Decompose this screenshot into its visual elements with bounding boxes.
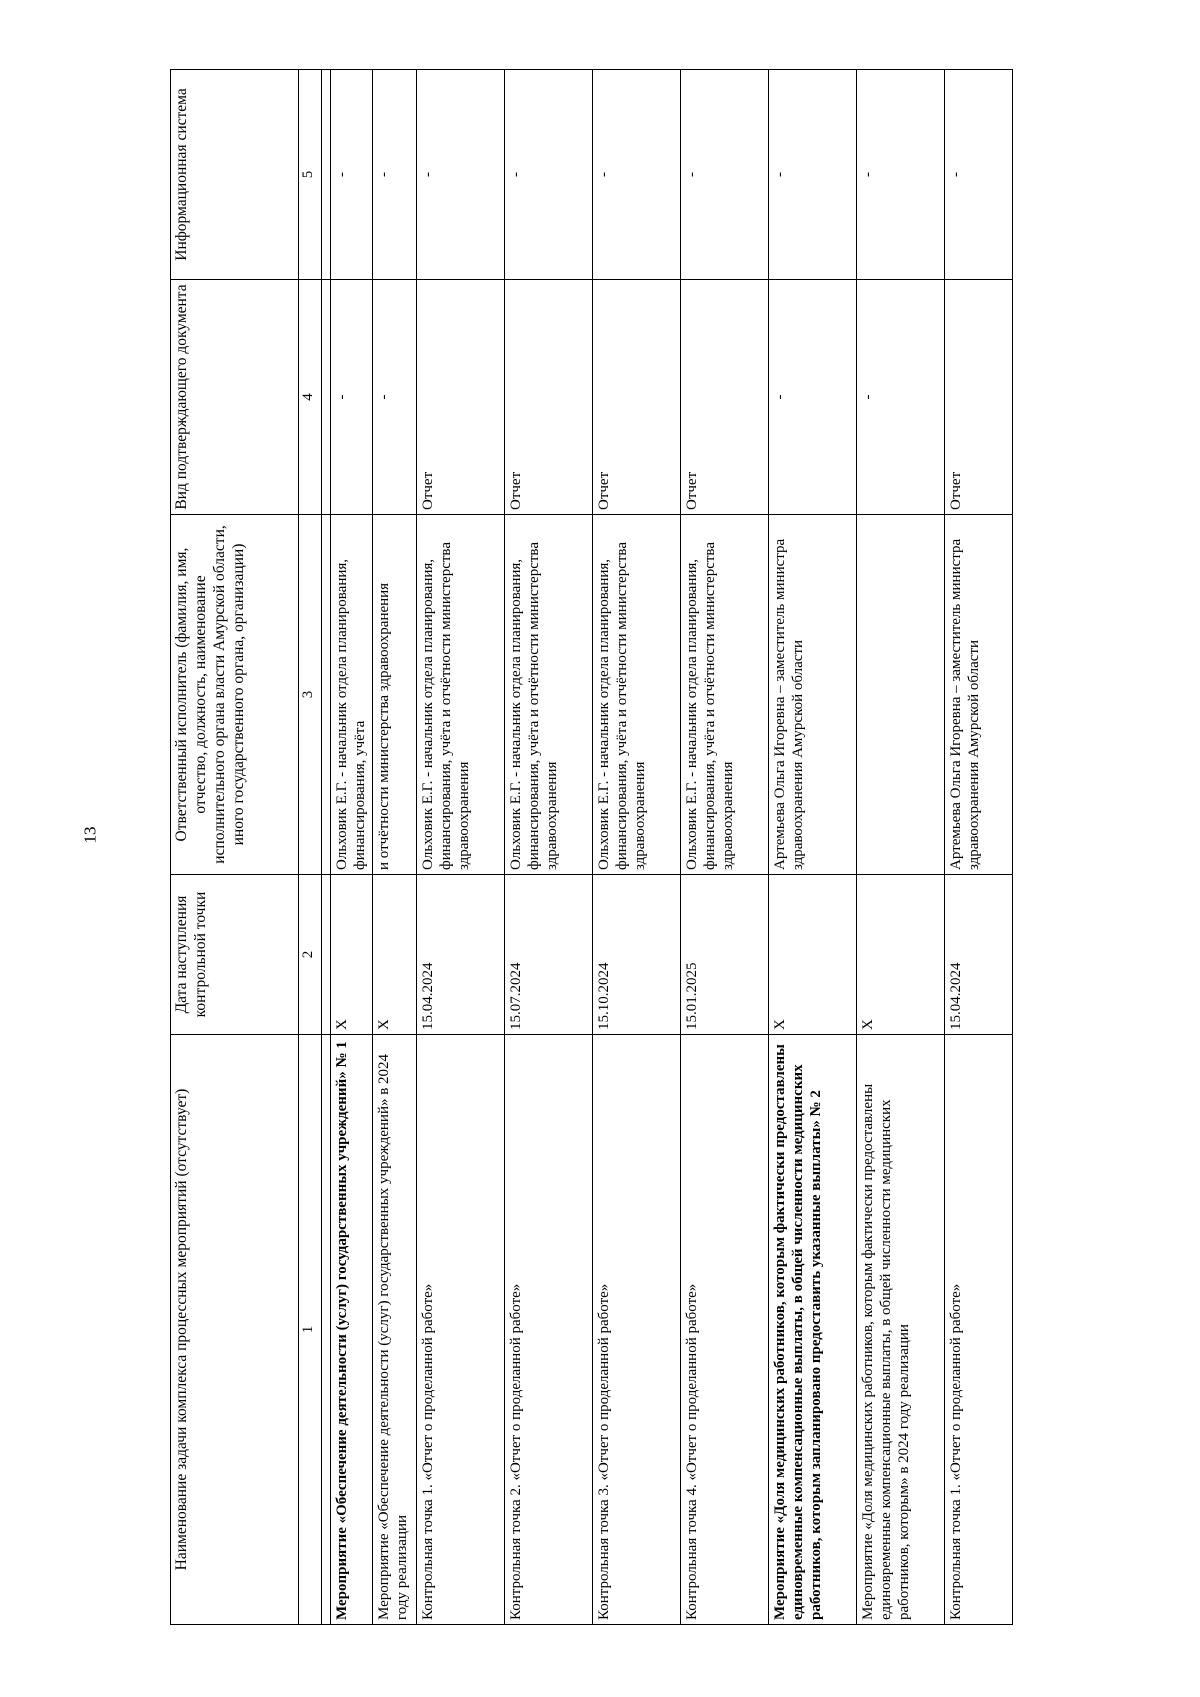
column-number: 1: [299, 1035, 322, 1625]
row-date: X: [331, 875, 373, 1035]
column-number-row: [299, 70, 322, 1625]
row-info-system: -: [416, 70, 504, 280]
row-name: Контрольная точка 1. «Отчет о проделанной работе»: [416, 1035, 504, 1625]
row-info-system: -: [944, 70, 1012, 280]
table-row: [504, 70, 592, 1625]
rotated-table-container: [170, 70, 1015, 1625]
row-name: Контрольная точка 3. «Отчет о проделанной работе»: [592, 1035, 680, 1625]
row-responsible: Ольховик Е.Г. - начальник отдела планирования, финансирования, учёта и отчётности министерства здравоохранения: [680, 515, 768, 875]
row-date: X: [372, 875, 416, 1035]
row-date: 15.04.2024: [944, 875, 1012, 1035]
row-info-system: -: [504, 70, 592, 280]
row-name: Мероприятие «Доля медицинских работников, которым фактически предоставлены единовременные компенсационные выплаты, в общей численности медицинских работников, которым запланировано предоставить указанные выплаты» № 2: [768, 1035, 856, 1625]
row-name: Контрольная точка 1. «Отчет о проделанной работе»: [944, 1035, 1012, 1625]
row-document: -: [856, 280, 944, 515]
row-document: Отчет: [680, 280, 768, 515]
row-name: Мероприятие «Обеспечение деятельности (услуг) государственных учреждений» № 1: [331, 1035, 373, 1625]
row-document: Отчет: [504, 280, 592, 515]
spacer-row: [322, 70, 331, 1625]
row-info-system: -: [372, 70, 416, 280]
row-responsible: и отчётности министерства здравоохранения: [372, 515, 416, 875]
table-row: [331, 70, 373, 1625]
row-date: 15.10.2024: [592, 875, 680, 1035]
header-info-system: Информационная система: [171, 70, 299, 280]
table-row: [944, 70, 1012, 1625]
column-number: 3: [299, 515, 322, 875]
row-document: Отчет: [416, 280, 504, 515]
table-row: [680, 70, 768, 1625]
row-document: -: [768, 280, 856, 515]
row-responsible: Ольховик Е.Г. - начальник отдела планирования, финансирования, учёта и отчётности министерства здравоохранения: [504, 515, 592, 875]
row-document: -: [331, 280, 373, 515]
row-name: Контрольная точка 2. «Отчет о проделанной работе»: [504, 1035, 592, 1625]
row-responsible: Ольховик Е.Г. - начальник отдела планирования, финансирования, учёта и отчётности министерства здравоохранения: [592, 515, 680, 875]
row-name: Мероприятие «Доля медицинских работников, которым фактически предоставлены единовременные компенсационные выплаты, в общей численности медицинских работников, которым» в 2024 году реализации: [856, 1035, 944, 1625]
row-document: Отчет: [944, 280, 1012, 515]
table-row: [416, 70, 504, 1625]
row-date: X: [856, 875, 944, 1035]
row-responsible: Ольховик Е.Г. - начальник отдела планирования, финансирования, учёта и отчётности министерства здравоохранения: [416, 515, 504, 875]
row-responsible: Артемьева Ольга Игоревна – заместитель министра здравоохранения Амурской области: [944, 515, 1012, 875]
header-task-name: Наименование задачи комплекса процессных мероприятий (отсутствует): [171, 1035, 299, 1625]
row-info-system: -: [856, 70, 944, 280]
header-row: [171, 70, 299, 1625]
header-date: Дата наступления контрольной точки: [171, 875, 299, 1035]
column-number: 5: [299, 70, 322, 280]
row-responsible: Ольховик Е.Г. - начальник отдела планирования, финансирования, учёта: [331, 515, 373, 875]
row-document: -: [372, 280, 416, 515]
table-row: [768, 70, 856, 1625]
row-name: Контрольная точка 4. «Отчет о проделанной работе»: [680, 1035, 768, 1625]
column-number: 4: [299, 280, 322, 515]
row-document: Отчет: [592, 280, 680, 515]
control-points-table: [170, 69, 1013, 1625]
row-info-system: -: [592, 70, 680, 280]
row-responsible: Артемьева Ольга Игоревна – заместитель министра здравоохранения Амурской области: [768, 515, 856, 875]
table-row: [856, 70, 944, 1625]
table-row: [372, 70, 416, 1625]
row-date: 15.04.2024: [416, 875, 504, 1035]
row-info-system: -: [331, 70, 373, 280]
header-document: Вид подтверждающего документа: [171, 280, 299, 515]
page-number: 13: [80, 826, 100, 844]
row-responsible: [856, 515, 944, 875]
header-responsible: Ответственный исполнитель (фамилия, имя, отчество, должность, наименование исполнительного органа власти Амурской области, иного государственного органа, организации): [171, 515, 299, 875]
row-info-system: -: [680, 70, 768, 280]
column-number: 2: [299, 875, 322, 1035]
row-date: 15.01.2025: [680, 875, 768, 1035]
row-info-system: -: [768, 70, 856, 280]
row-name: Мероприятие «Обеспечение деятельности (услуг) государственных учреждений» в 2024 году реализации: [372, 1035, 416, 1625]
row-date: 15.07.2024: [504, 875, 592, 1035]
row-date: X: [768, 875, 856, 1035]
table-row: [592, 70, 680, 1625]
